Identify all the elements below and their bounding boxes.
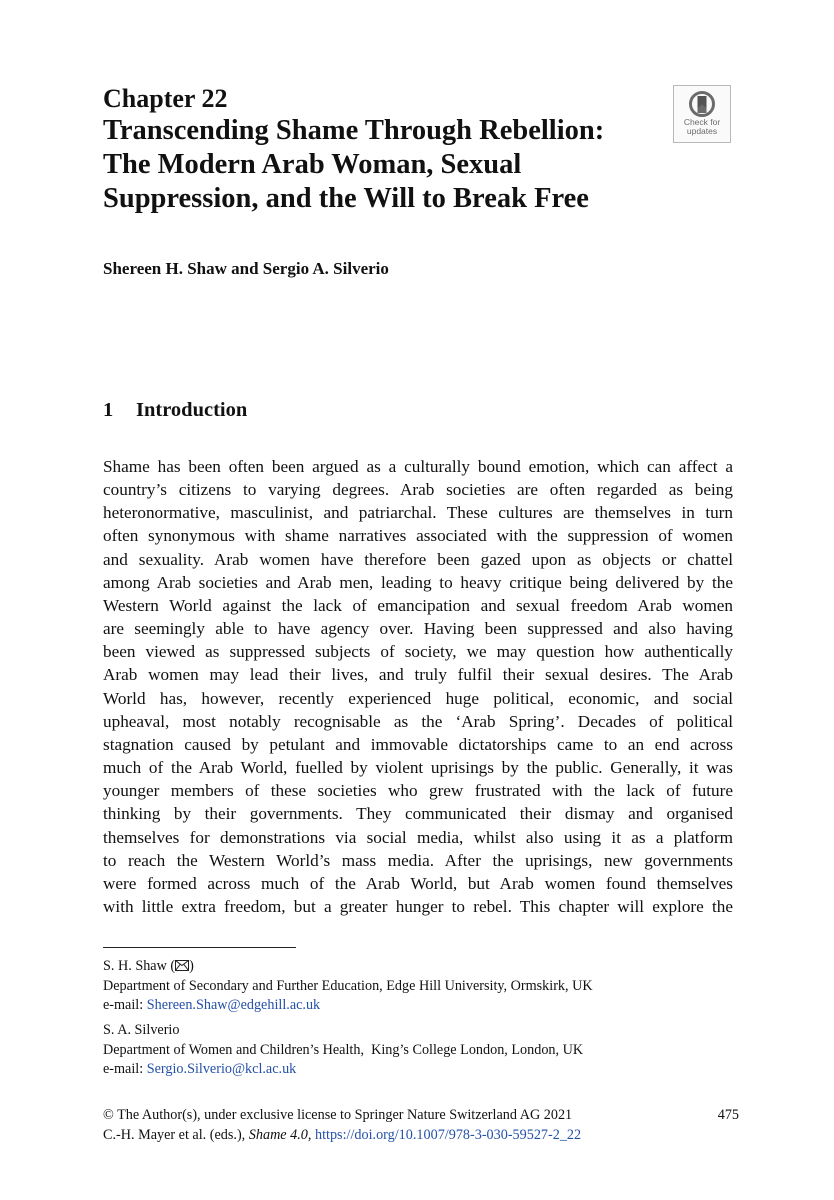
body-line: World has, however, recently experienced huge political, economic, and social [103,688,733,708]
check-for-updates-badge[interactable] [673,85,731,143]
citation-row [103,1126,739,1146]
affiliation-shaw [103,957,743,1016]
body-line: been viewed as suppressed subjects of society, we may question how authentically [103,642,733,662]
author-name: S. A. Silverio [103,1022,180,1038]
author-name-close: ) [189,958,194,974]
author-name-row [103,957,743,977]
body-line: Shame has been often been argued as a culturally bound emotion, which can affect a [103,457,733,476]
body-line: and sexuality. Arab women have therefore been gazed upon as objects or chattel [103,549,733,569]
book-title: Shame 4.0 [248,1126,308,1143]
check-for-updates-icon [689,91,715,117]
body-line: among Arab societies and Arab men, leading to heavy critique being delivered by the [103,572,733,592]
page-number: 475 [717,1107,739,1123]
section-heading [103,397,247,423]
page-footer [103,1106,739,1145]
author-department: Department of Secondary and Further Education, Edge Hill University, Ormskirk, UK [103,977,593,994]
author-email-row [103,1060,743,1080]
email-label: e-mail: [103,1061,147,1078]
body-paragraph [103,455,733,918]
email-link-silverio[interactable]: Sergio.Silverio@kcl.ac.uk [146,1061,297,1078]
chapter-heading [103,84,663,216]
section-number: 1 [103,399,114,421]
chapter-title-line-1: Transcending Shame Through Rebellion: [103,115,605,146]
email-link-shaw[interactable]: Shereen.Shaw@edgehill.ac.uk [146,997,321,1014]
body-line: upheaval, most notably recognisable as the ‘Arab Spring’. Decades of political [103,711,733,731]
body-line: younger members of these societies who grew frustrated with the lack of future [103,781,733,801]
citation-prefix: C.-H. Mayer et al. (eds.), [103,1126,249,1143]
chapter-label: Chapter 22 [103,84,228,113]
badge-text-line-1: Check for [683,117,721,127]
body-line: often synonymous with shame narratives associated with the suppression of women [103,526,733,546]
envelope-icon[interactable] [175,958,189,974]
copyright-row [103,1106,739,1126]
body-line: much of the Arab World, fuelled by violent uprisings by the public. Generally, it was [103,758,733,778]
section-title: Introduction [136,399,248,421]
citation-separator: , [307,1126,315,1143]
author-list: Shereen H. Shaw and Sergio A. Silverio [103,259,389,278]
author-department: Department of Women and Children’s Health, King’s College London, London, UK [103,1041,584,1058]
body-line: thinking by their governments. They communicated their dismay and organised [103,804,733,824]
chapter-title-line-3: Suppression, and the Will to Break Free [103,183,589,214]
author-email-row [103,996,743,1016]
body-line: heteronormative, masculinist, and patriarchal. These cultures are themselves in turn [103,503,733,523]
body-line: themselves for demonstrations via social media, whilst also using it as a platform [103,827,733,847]
footnote-divider [103,947,296,948]
badge-text-line-2: updates [686,126,718,136]
body-line: are seemingly able to have agency over. Having been suppressed and also having [103,619,733,639]
body-line: stagnation caused by petulant and immovable dictatorships came to an end across [103,734,733,754]
body-line: with little extra freedom, but a greater hunger to rebel. This chapter will explore the [103,896,733,916]
author-name: S. H. Shaw ( [103,958,176,974]
body-line: country’s citizens to varying degrees. Arab societies are often regarded as being [103,480,733,500]
copyright-notice: © The Author(s), under exclusive license to Springer Nature Switzerland AG 2021 [103,1107,573,1123]
body-line: were formed across much of the Arab World, but Arab women found themselves [103,873,733,893]
body-line: Western World against the lack of emancipation and sexual freedom Arab women [103,595,733,615]
body-line: Arab women may lead their lives, and truly fulfil their sexual desires. The Arab [103,665,733,685]
email-label: e-mail: [103,997,147,1014]
affiliation-silverio [103,1021,743,1080]
doi-link[interactable]: https://doi.org/10.1007/978-3-030-59527-2_22 [314,1126,582,1143]
body-line: to reach the Western World’s mass media. After the uprisings, new governments [103,850,733,870]
chapter-title-line-2: The Modern Arab Woman, Sexual [103,149,522,180]
